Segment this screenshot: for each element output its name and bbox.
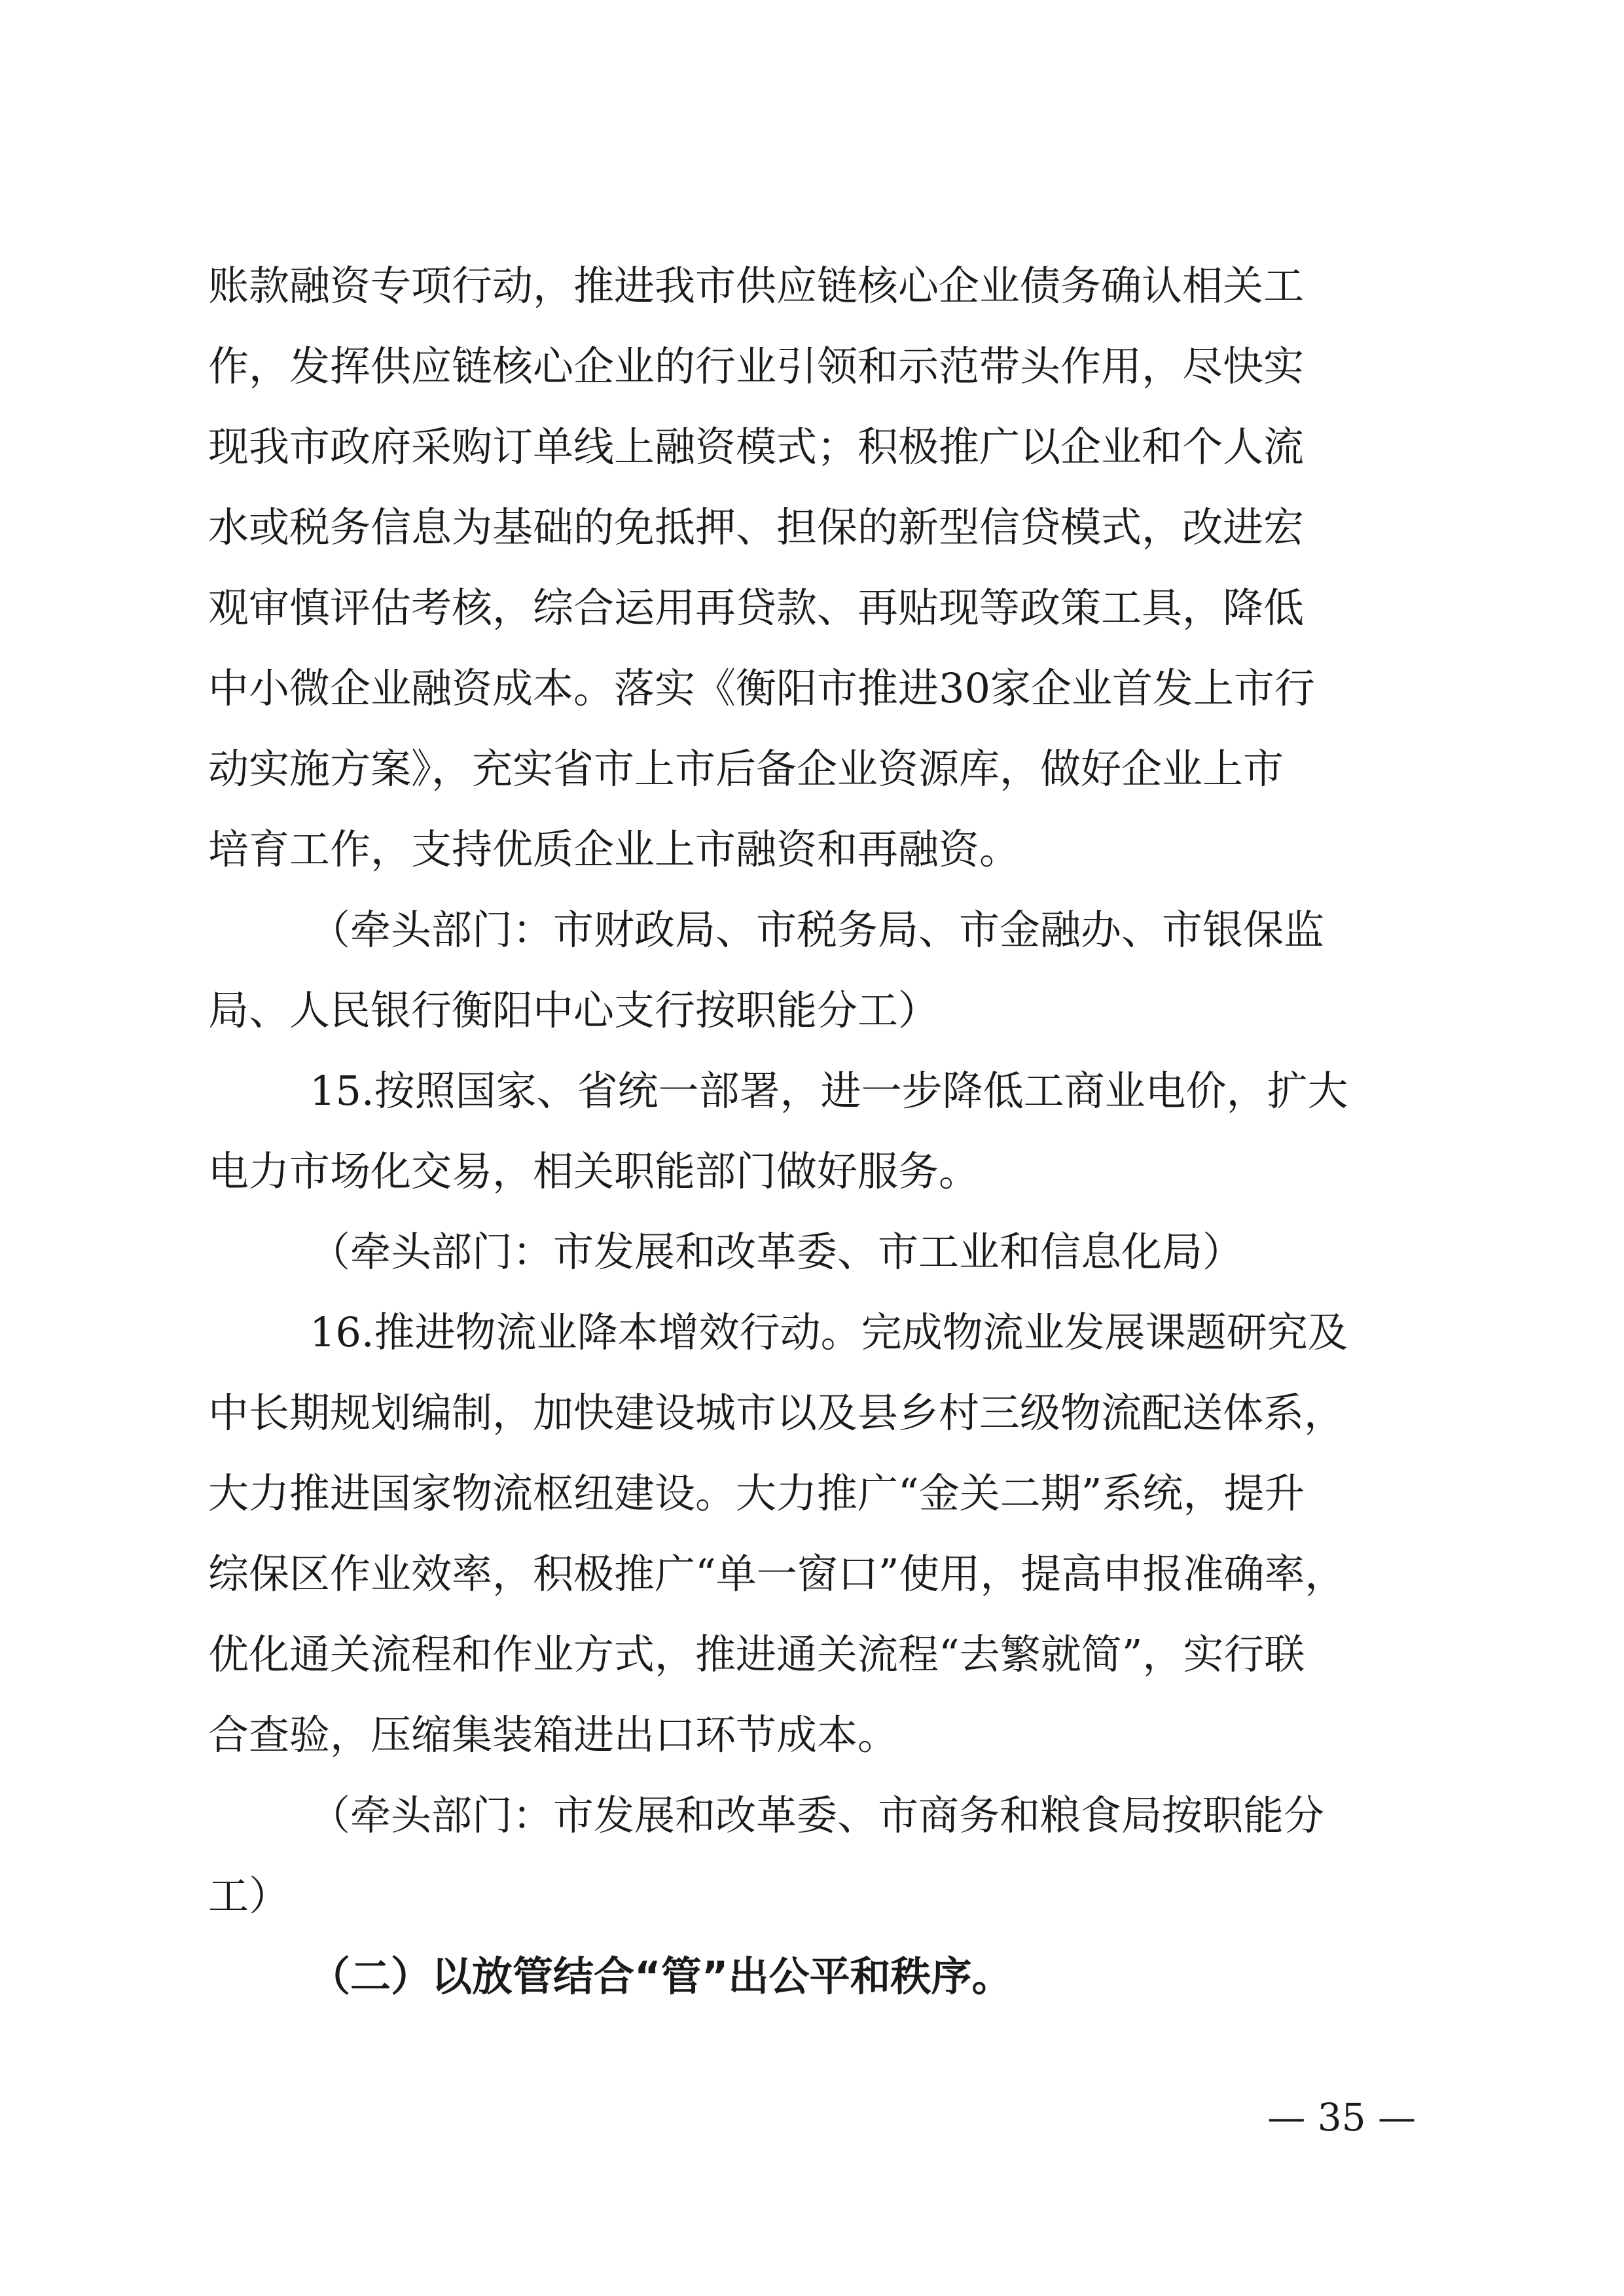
text-line: 中小微企业融资成本。落实《衡阳市推进30家企业首发上市行 <box>208 664 1315 712</box>
text-line: 优化通关流程和作业方式，推进通关流程“去繁就简”，实行联 <box>208 1630 1305 1678</box>
text-line: 合查验，压缩集装箱进出口环节成本。 <box>208 1711 899 1759</box>
text-line: 观审慎评估考核，综合运用再贷款、再贴现等政策工具，降低 <box>208 584 1305 632</box>
lead-department-note: （牵头部门：市发展和改革委、市商务和粮食局按职能分 <box>310 1791 1325 1839</box>
text-line: 动实施方案》，充实省市上市后备企业资源库，做好企业上市 <box>208 745 1284 793</box>
text-line: 局、人民银行衡阳中心支行按职能分工） <box>208 986 939 1034</box>
item-16-heading: 16.推进物流业降本增效行动。完成物流业发展课题研究及 <box>310 1308 1348 1356</box>
item-15-heading: 15.按照国家、省统一部署，进一步降低工商业电价，扩大 <box>310 1067 1348 1115</box>
text-line: 账款融资专项行动，推进我市供应链核心企业债务确认相关工 <box>208 262 1305 310</box>
text-line: 工） <box>208 1872 290 1920</box>
text-line: 综保区作业效率，积极推广“单一窗口”使用，提高申报准确率， <box>208 1550 1346 1598</box>
section-heading: （二）以放管结合“管”出公平和秩序。 <box>310 1952 1013 2000</box>
lead-department-note: （牵头部门：市发展和改革委、市工业和信息化局） <box>310 1228 1244 1276</box>
text-line: 电力市场化交易，相关职能部门做好服务。 <box>208 1147 980 1195</box>
page-number: — 35 — <box>1267 2095 1416 2140</box>
text-line: 培育工作，支持优质企业上市融资和再融资。 <box>208 825 1020 873</box>
body-text <box>208 245 1416 2017</box>
text-line: 水或税务信息为基础的免抵押、担保的新型信贷模式，改进宏 <box>208 503 1305 551</box>
text-line: 作，发挥供应链核心企业的行业引领和示范带头作用，尽快实 <box>208 342 1305 390</box>
text-line: 中长期规划编制，加快建设城市以及县乡村三级物流配送体系， <box>208 1389 1345 1437</box>
lead-department-note: （牵头部门：市财政局、市税务局、市金融办、市银保监 <box>310 906 1325 954</box>
text-line: 大力推进国家物流枢纽建设。大力推广“金关二期”系统，提升 <box>208 1469 1305 1517</box>
text-line: 现我市政府采购订单线上融资模式；积极推广以企业和个人流 <box>208 423 1305 471</box>
